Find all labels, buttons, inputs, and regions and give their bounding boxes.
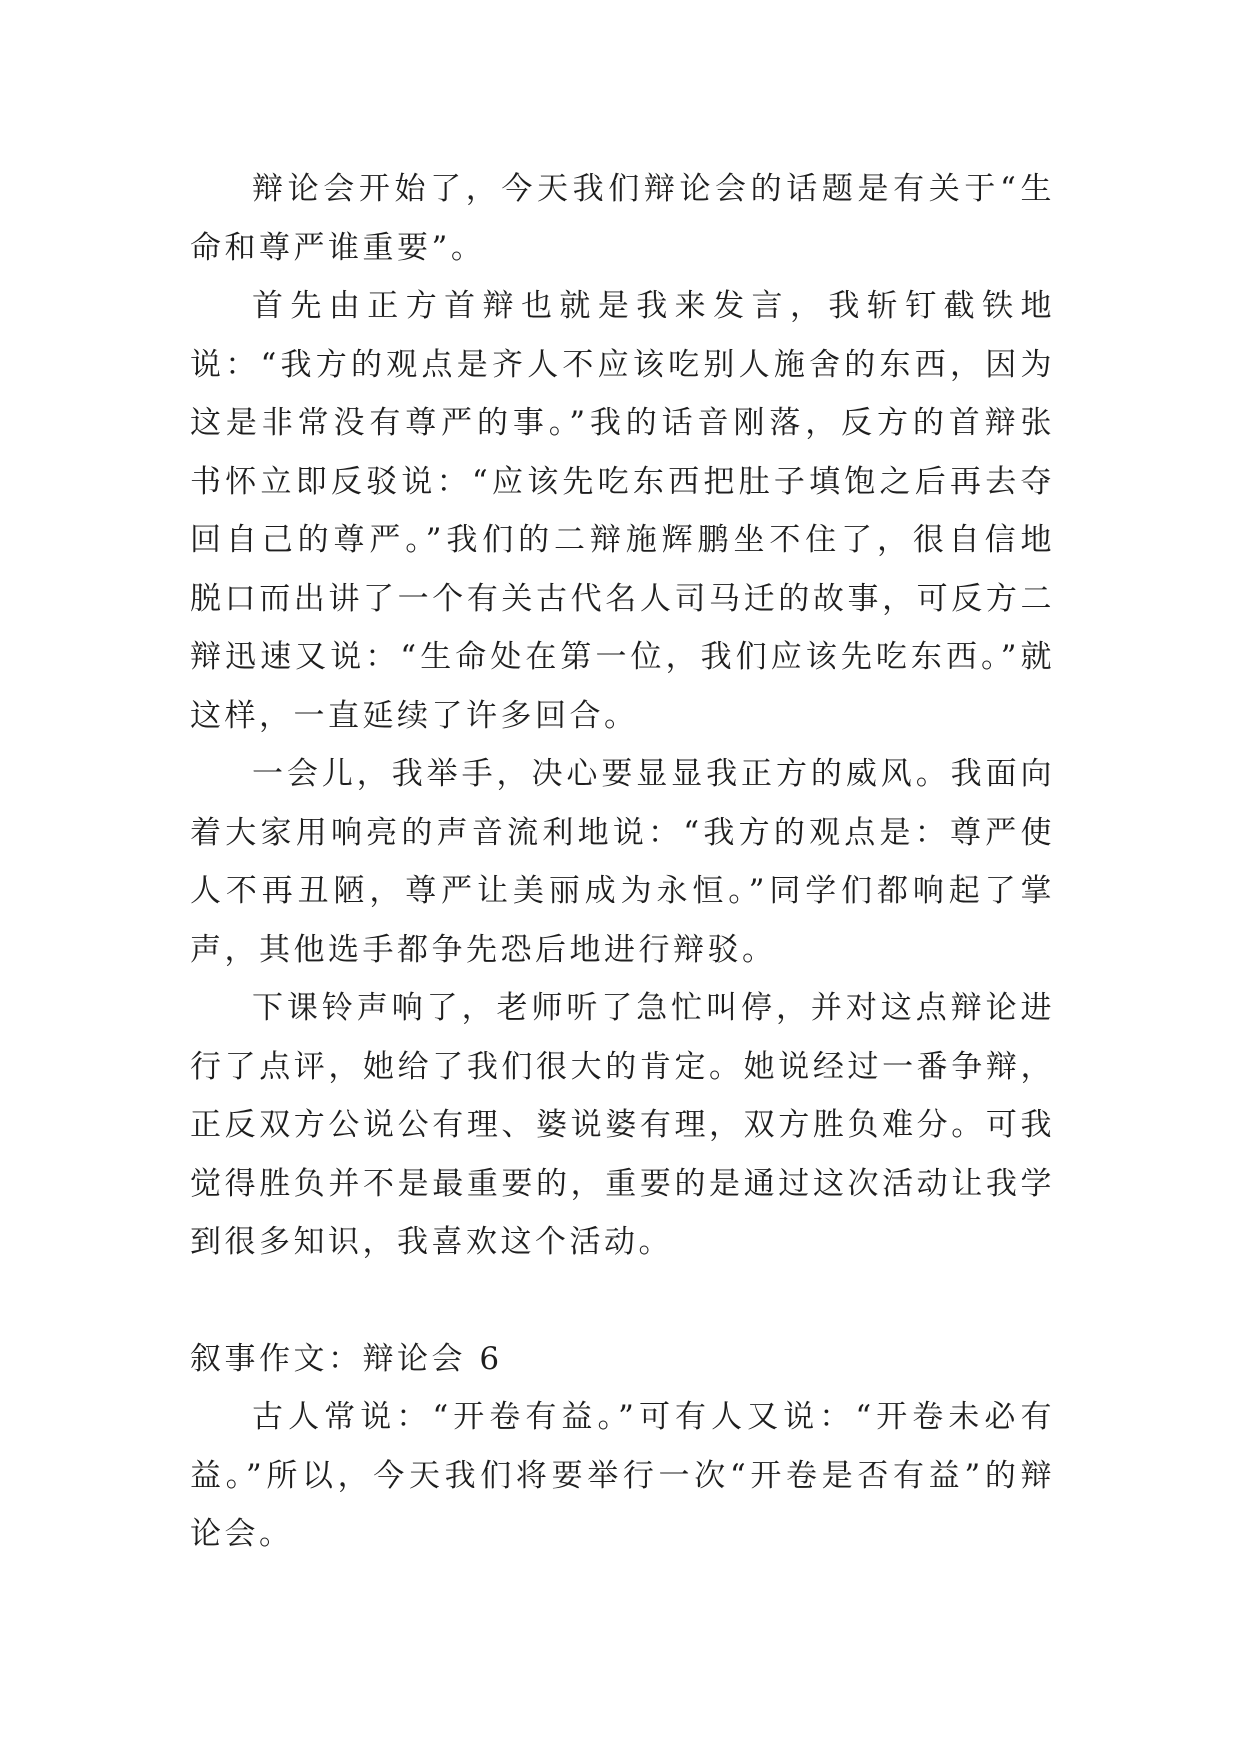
- paragraph-3: 一会儿，我举手，决心要显显我正方的威风。我面向着大家用响亮的声音流利地说：“我方的观点是：尊严使人不再丑陋，尊严让美丽成为永恒。”同学们都响起了掌声，其他选手都争先恐后地进行辩驳。: [190, 756, 1055, 968]
- section-paragraph-1: 古人常说：“开卷有益。”可有人又说：“开卷未必有益。”所以，今天我们将要举行一次“开卷是否有益”的辩论会。: [190, 1399, 1055, 1552]
- document-body: [190, 160, 1055, 1564]
- paragraph-1: 辩论会开始了，今天我们辩论会的话题是有关于“生命和尊严谁重要”。: [190, 171, 1055, 266]
- paragraph-4: 下课铃声响了，老师听了急忙叫停，并对这点辩论进行了点评，她给了我们很大的肯定。她说经过一番争辩，正反双方公说公有理、婆说婆有理，双方胜负难分。可我觉得胜负并不是最重要的，重要的是通过这次活动让我学到很多知识，我喜欢这个活动。: [190, 990, 1055, 1260]
- paragraph-2: 首先由正方首辩也就是我来发言，我斩钉截铁地说：“我方的观点是齐人不应该吃别人施舍的东西，因为这是非常没有尊严的事。”我的话音刚落，反方的首辩张书怀立即反驳说：“应该先吃东西把肚子填饱之后再去夺回自己的尊严。”我们的二辩施辉鹏坐不住了，很自信地脱口而出讲了一个有关古代名人司马迁的故事，可反方二辩迅速又说：“生命处在第一位，我们应该先吃东西。”就这样，一直延续了许多回合。: [190, 288, 1055, 734]
- section-heading: 叙事作文：辩论会 6: [190, 1340, 503, 1377]
